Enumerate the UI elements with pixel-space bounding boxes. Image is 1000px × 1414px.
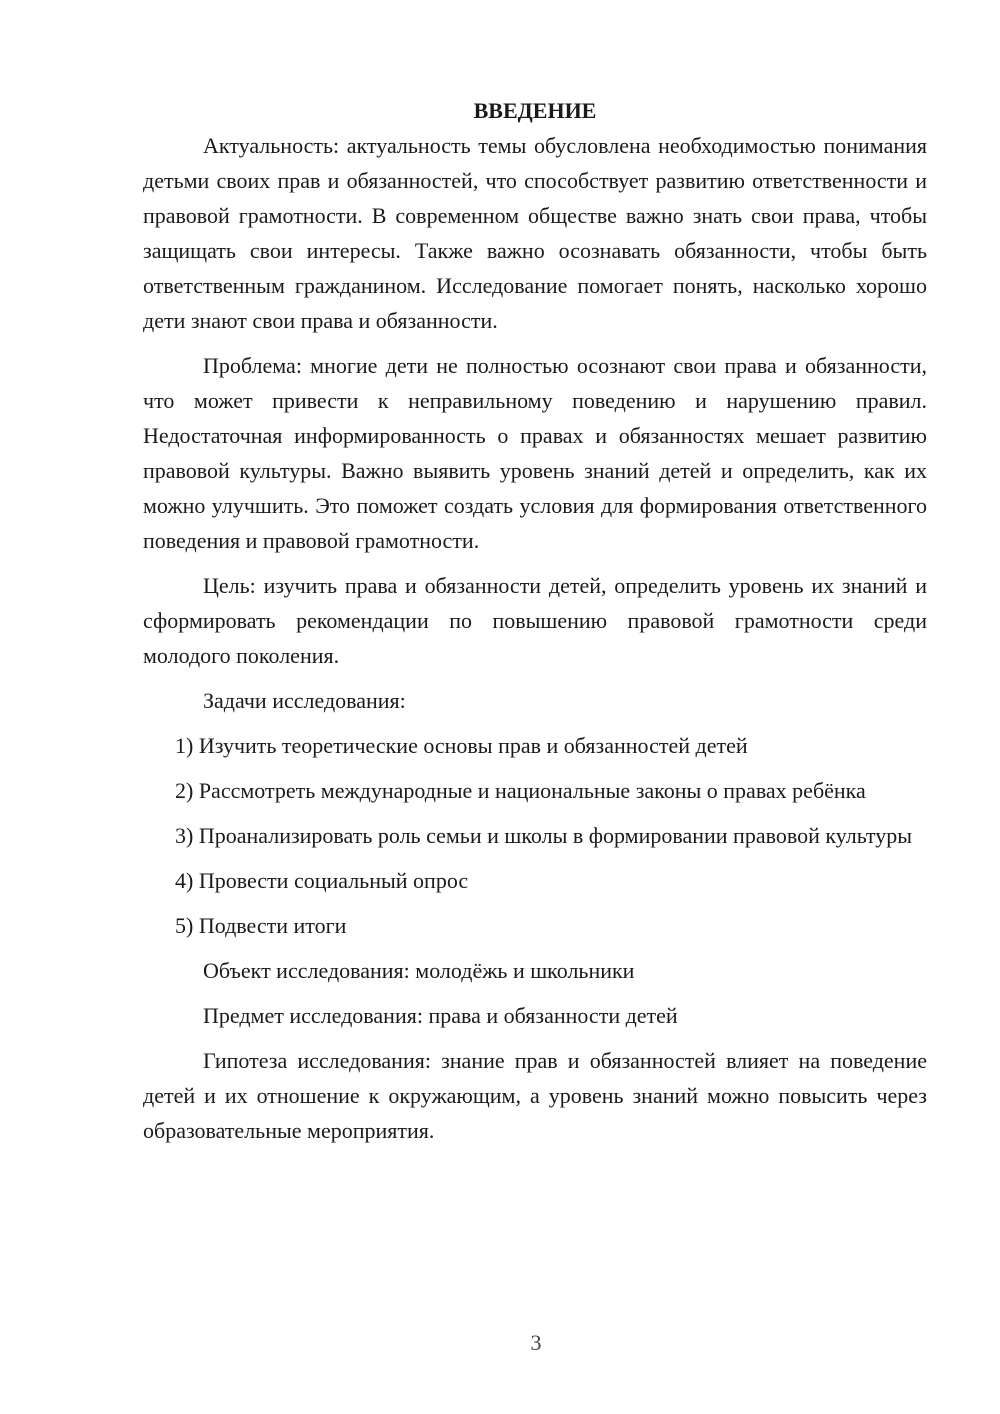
tasks-title: Задачи исследования: (203, 688, 406, 713)
task-item-2: 2) Рассмотреть международные и национальные законы о правах ребёнка (175, 778, 866, 803)
task-item-3: 3) Проанализировать роль семьи и школы в формировании правовой культуры (175, 823, 913, 848)
document-page (143, 93, 927, 1158)
goal-paragraph: Цель: изучить права и обязанности детей, определить уровень их знаний и сформировать рекомендации по повышению правовой грамотности среди молодого поколения. (143, 573, 927, 668)
research-object: Объект исследования: молодёжь и школьники (203, 958, 635, 983)
relevance-paragraph: Актуальность: актуальность темы обусловлена необходимостью понимания детьми своих прав и обязанностей, что способствует развитию ответственности и правовой грамотности. В современном обществе важно знать свои права, чтобы защищать свои интересы. Также важно осознавать обязанности, чтобы быть ответственным гражданином. Исследование помогает понять, насколько хорошо дети знают свои права и обязанности. (143, 133, 927, 333)
task-item-1: 1) Изучить теоретические основы прав и обязанностей детей (175, 733, 748, 758)
page-number: 3 (530, 1330, 542, 1355)
hypothesis-paragraph: Гипотеза исследования: знание прав и обязанностей влияет на поведение детей и их отношение к окружающим, а уровень знаний можно повысить через образовательные мероприятия. (143, 1048, 927, 1143)
task-item-5: 5) Подвести итоги (175, 913, 347, 938)
research-subject: Предмет исследования: права и обязанности детей (203, 1003, 678, 1028)
problem-paragraph: Проблема: многие дети не полностью осознают свои права и обязанности, что может привести к неправильному поведению и нарушению правил. Недостаточная информированность о правах и обязанностях мешает развитию правовой культуры. Важно выявить уровень знаний детей и определить, как их можно улучшить. Это поможет создать условия для формирования ответственного поведения и правовой грамотности. (143, 353, 927, 553)
section-heading: ВВЕДЕНИЕ (473, 98, 597, 123)
task-item-4: 4) Провести социальный опрос (175, 868, 469, 893)
